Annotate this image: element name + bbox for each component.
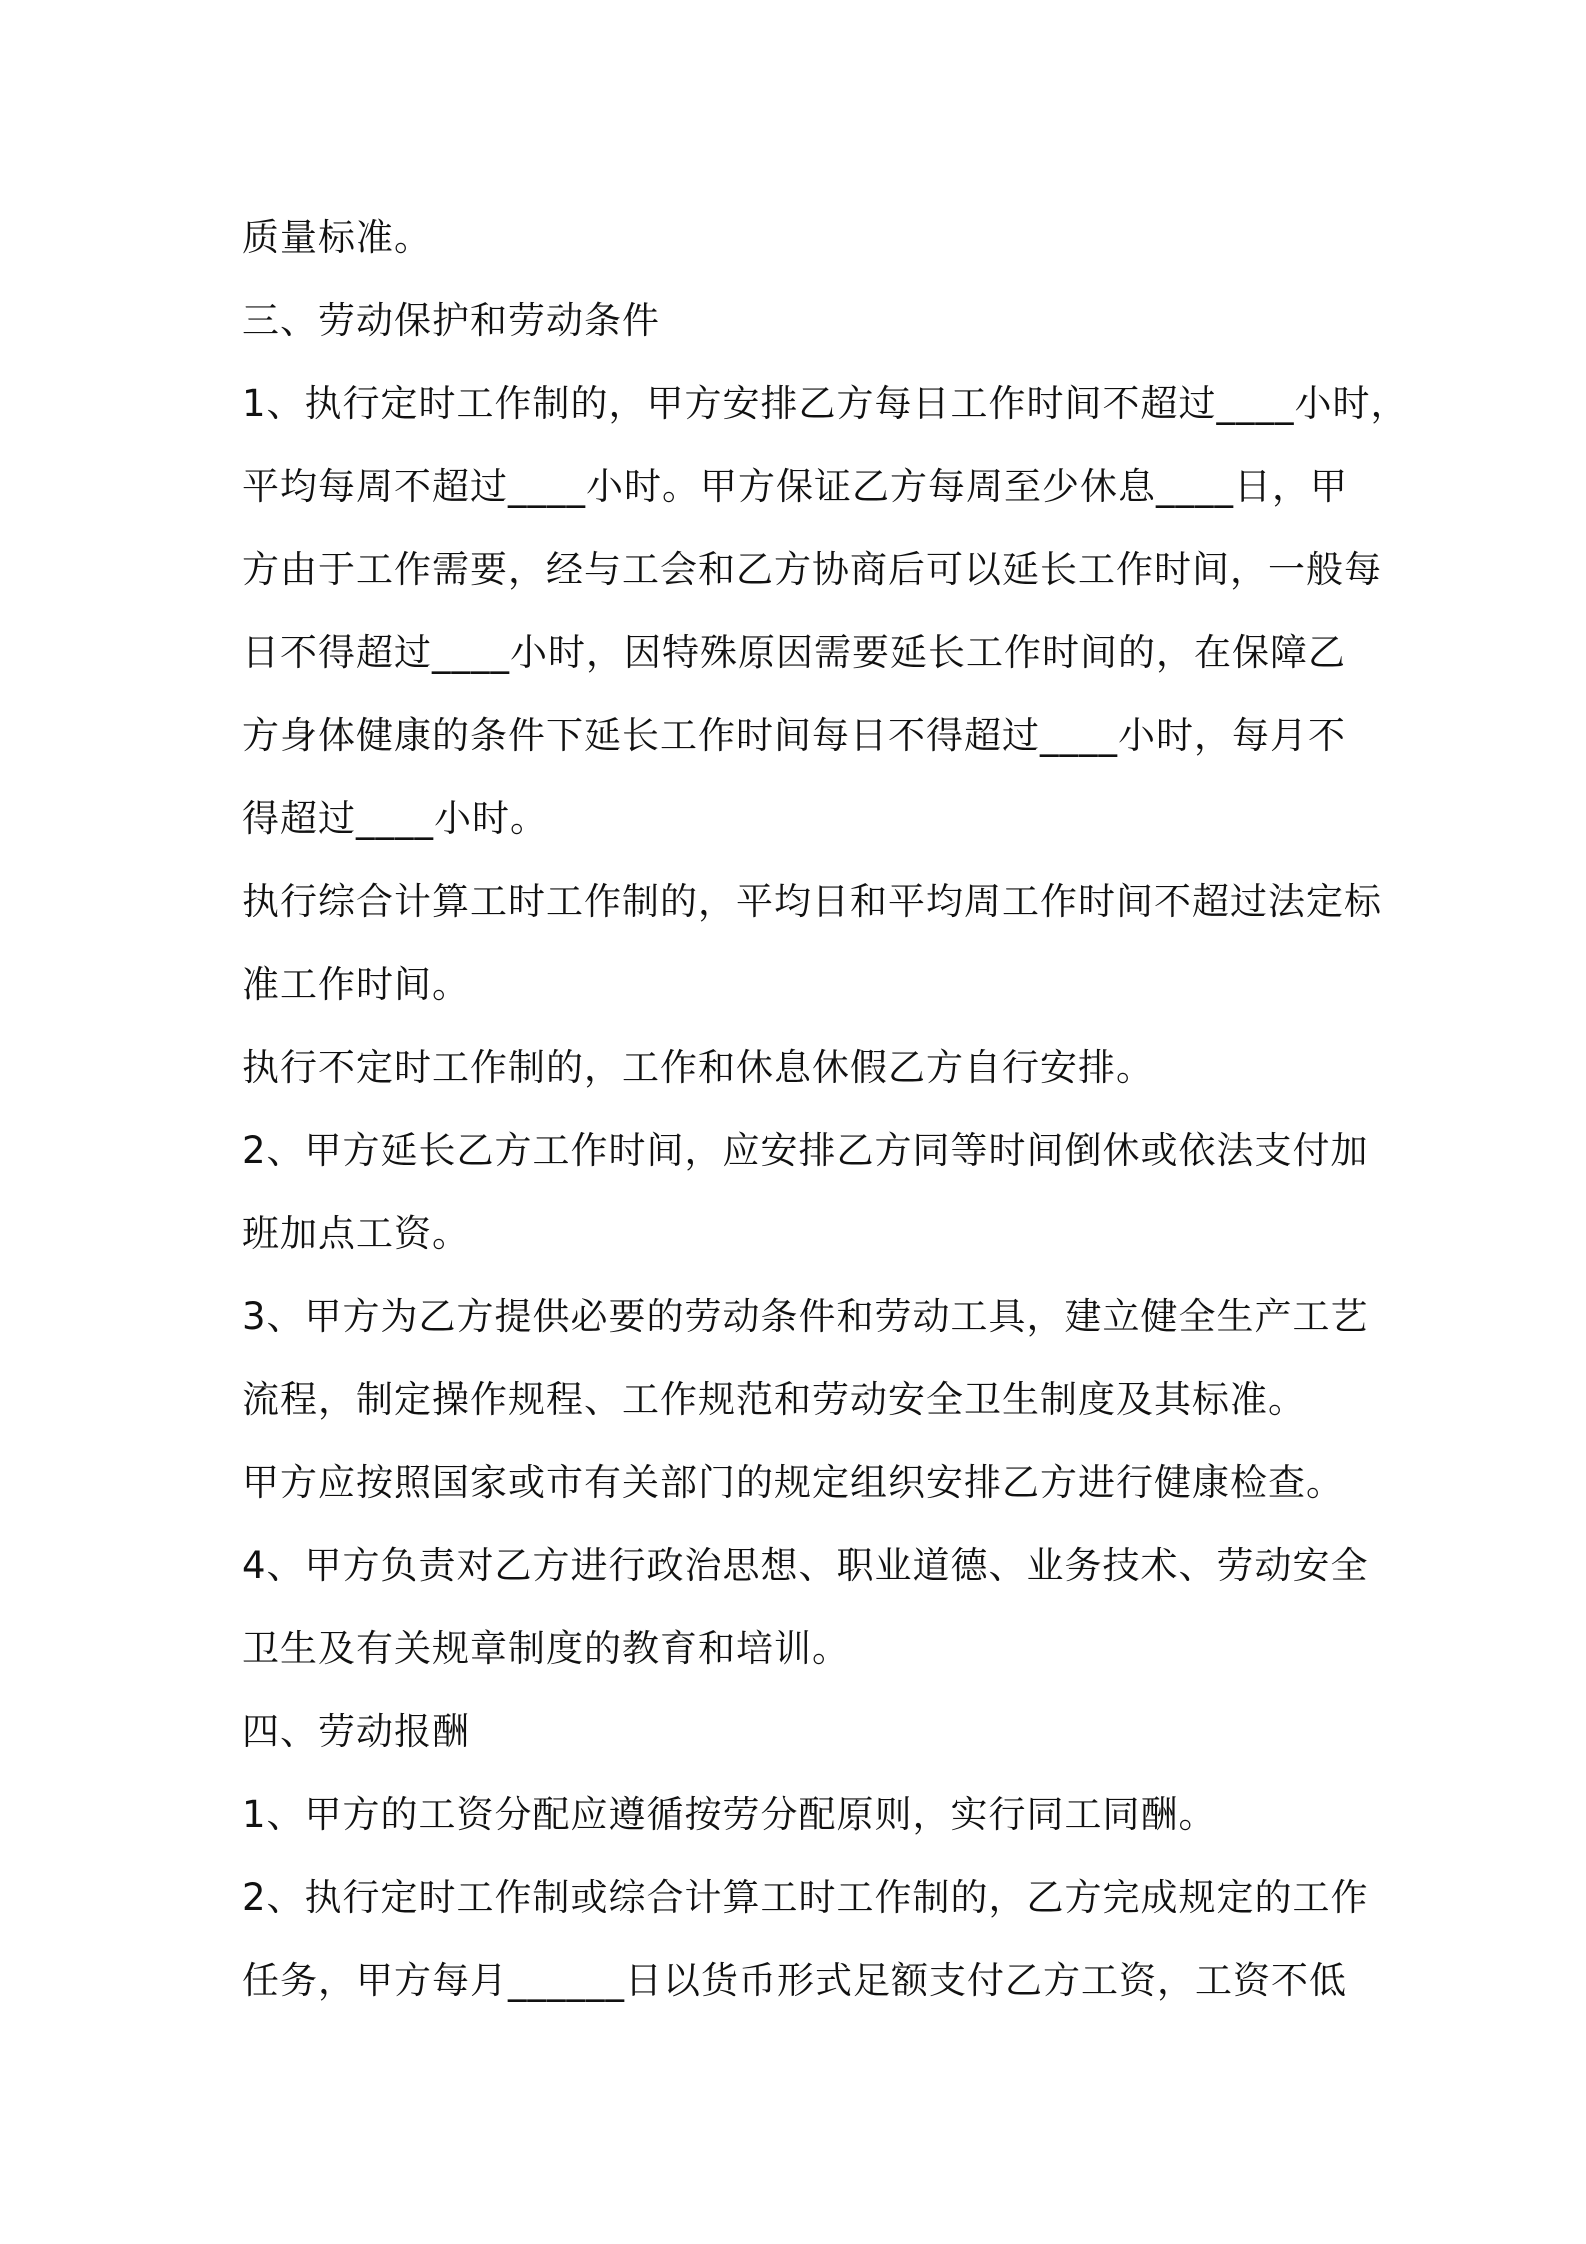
section-heading: 四、劳动报酬: [242, 1710, 470, 1753]
text-line: 方身体健康的条件下延长工作时间每日不得超过____小时，每月不: [242, 714, 1346, 757]
text-line: 质量标准。: [242, 216, 432, 259]
text-line: 执行不定时工作制的，工作和休息休假乙方自行安排。: [242, 1046, 1154, 1089]
text-line: 任务，甲方每月______日以货币形式足额支付乙方工资，工资不低: [242, 1959, 1347, 2002]
text-line: 日不得超过____小时，因特殊原因需要延长工作时间的，在保障乙: [242, 631, 1346, 674]
text-line: 流程，制定操作规程、工作规范和劳动安全卫生制度及其标准。: [242, 1378, 1306, 1421]
text-line: 3、甲方为乙方提供必要的劳动条件和劳动工具，建立健全生产工艺: [242, 1295, 1369, 1338]
text-line: 甲方应按照国家或市有关部门的规定组织安排乙方进行健康检查。: [242, 1461, 1344, 1504]
text-line: 1、甲方的工资分配应遵循按劳分配原则，实行同工同酬。: [242, 1793, 1217, 1836]
text-line: 班加点工资。: [242, 1212, 470, 1255]
text-line: 执行综合计算工时工作制的，平均日和平均周工作时间不超过法定标: [242, 880, 1382, 923]
text-line: 平均每周不超过____小时。甲方保证乙方每周至少休息____日，甲: [242, 465, 1348, 508]
text-line: 2、执行定时工作制或综合计算工时工作制的，乙方完成规定的工作: [242, 1876, 1369, 1919]
section-heading: 三、劳动保护和劳动条件: [242, 299, 660, 342]
text-line: 4、甲方负责对乙方进行政治思想、职业道德、业务技术、劳动安全: [242, 1544, 1369, 1587]
text-line: 1、执行定时工作制的，甲方安排乙方每日工作时间不超过____小时，: [242, 382, 1409, 425]
text-line: 得超过____小时。: [242, 797, 548, 840]
document-body: [242, 196, 1409, 2022]
text-line: 2、甲方延长乙方工作时间，应安排乙方同等时间倒休或依法支付加: [242, 1129, 1369, 1172]
text-line: 卫生及有关规章制度的教育和培训。: [242, 1627, 850, 1670]
text-line: 准工作时间。: [242, 963, 470, 1006]
text-line: 方由于工作需要，经与工会和乙方协商后可以延长工作时间，一般每: [242, 548, 1382, 591]
